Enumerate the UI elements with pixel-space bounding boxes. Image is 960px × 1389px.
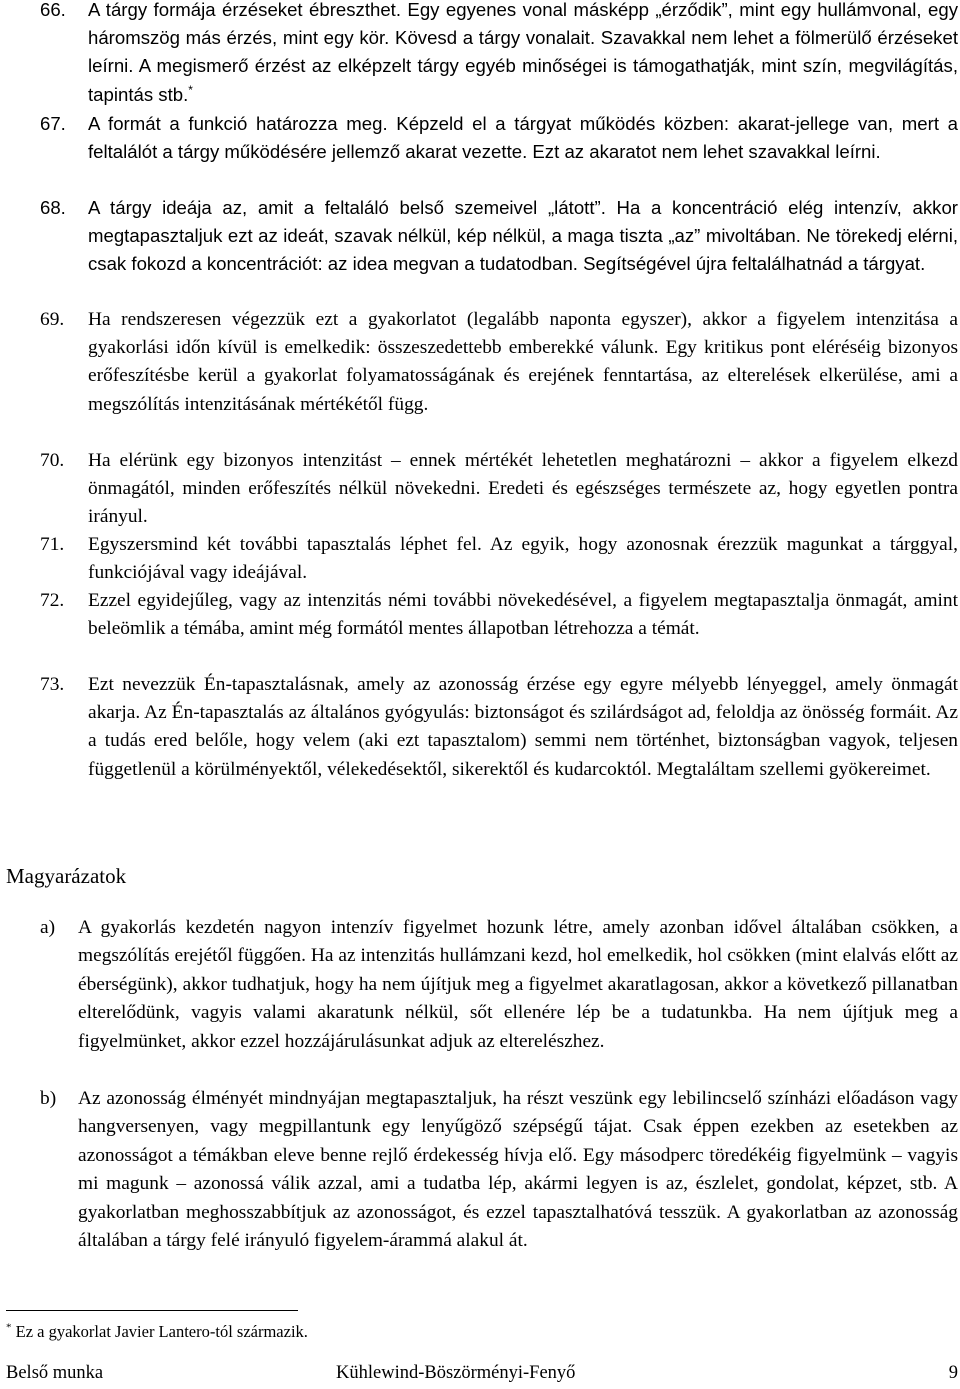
paragraph-number: 71. — [40, 534, 65, 555]
paragraph-text: Ezzel egyidejűleg, vagy az intenzitás némi további növekedésével, a figyelem megtapasztalja önmagát, amint beleömlik a témába, amint még formától mentes állapotban létrehozza a témát. — [88, 590, 958, 640]
paragraph-text: A tárgy ideája az, amit a feltaláló belső szemeivel „látott”. Ha a koncentráció elég intenzív, akkor megtapasztaljuk ezt az ideát, szavak nélkül, kép nélkül, a maga tiszta „az” mivoltában. Ne törekedj elérni, csak fokozd a koncentrációt: az idea megvan a tudatodban. Segítségével újra feltalálhatnád a tárgyat. — [88, 197, 958, 275]
paragraph-text: Ezt nevezzük Én-tapasztalásnak, amely az azonosság érzése egy egyre mélyebb lényeggel, amely önmagát akarja. Az Én-tapasztalás az általános gyógyulás: biztonságot és szilárdságot ad, feloldja az önösség formáit. Az a tudás ered belőle, hogy velem (aki ezt tapasztalom) semmi nem történhet, biztonságban vagyok, teljesen függetlenül a körülményektől, vélekedésektől, sikerektől és kudarcoktól. Megtaláltam szellemi gyökereimet. — [88, 674, 958, 780]
paragraph-number: 72. — [40, 590, 65, 611]
paragraph-number: 67. — [40, 113, 66, 134]
explanation-label: a) — [40, 917, 56, 938]
paragraph-number: 70. — [40, 450, 65, 471]
paragraph-text: Egyszersmind két további tapasztalás léphet fel. Az egyik, hogy azonosnak érezzük magunkat a tárggyal, funkciójával vagy ideájával. — [88, 534, 958, 584]
footnote-marker: * — [6, 1321, 12, 1334]
page-footer — [6, 1360, 958, 1386]
paragraph-number: 73. — [40, 674, 65, 695]
paragraph-number: 69. — [40, 309, 65, 330]
footer-book-title: Belső munka — [6, 1363, 104, 1383]
footer-authors: Kühlewind-Böszörményi-Fenyő — [336, 1363, 576, 1383]
paragraph-text: Ha rendszeresen végezzük ezt a gyakorlatot (legalább naponta egyszer), akkor a figyelem intenzitása a gyakorlási időn kívül is emelkedik: összeszedettebb emberekké válunk. Egy kritikus pont eléréséig bizonyos erőfeszítésbe kerül a gyakorlat folyamatosságának és erejének fenntartása, az elterelések elkerülése, ami a megszólítás intenzitásának mértékétől függ. — [88, 309, 958, 415]
section-title: Magyarázatok — [6, 864, 127, 888]
paragraph-text: A tárgy formája érzéseket ébreszthet. Egy egyenes vonal másképp „érződik”, mint egy hullámvonal, egy háromszög más érzés, mint egy kör. Kövesd a tárgy vonalait. Szavakkal nem lehet a fölmerülő érzéseket leírni. A megismerő érzést az elképzelt tárgy egyéb minőségei is támogathatják, mint szín, megvilágítás, tapintás stb.* — [88, 0, 958, 105]
explanation-label: b) — [40, 1088, 57, 1109]
paragraph-text: A formát a funkció határozza meg. Képzeld el a tárgyat működés közben: akarat-jellege van, mert a feltalálót a tárgy működésére jellemző akarat vezette. Ezt az akaratot nem lehet szavakkal leírni. — [88, 113, 958, 163]
paragraph-number: 66. — [40, 0, 66, 20]
footnote-text: Ez a gyakorlat Javier Lantero-tól származik. — [15, 1322, 308, 1341]
footnote-divider — [6, 1310, 298, 1311]
page-number: 9 — [948, 1363, 958, 1383]
paragraph-number: 68. — [40, 197, 66, 218]
paragraph-text: Ha elérünk egy bizonyos intenzitást – ennek mértékét lehetetlen meghatározni – akkor a figyelem elkezd önmagától, minden erőfeszítés nélkül növekedni. Eredeti és egészséges természete az, hogy egyetlen pontra irányul. — [88, 450, 958, 528]
explanation-text: Az azonosság élményét mindnyájan megtapasztaljuk, ha részt veszünk egy lebilincselő színházi előadáson vagy hangversenyen, vagy megpillantunk egy lenyűgöző szépségű tájat. Csak éppen ezekben az esetekben az azonosságot a témákban eleve benne rejlő érdekesség hívja elő. Egy másodperc töredékéig figyelmünk – vagyis mi magunk – azonossá válik azzal, ami a tudatba lép, akármi legyen is az, észlelet, gondolat, képzet, stb. A gyakorlatban meghosszabbítjuk az azonosságot, és ezzel tapasztalhatóvá tesszük. A gyakorlatban az azonosság általában a tárgy felé irányuló figyelem-árammá alakul át. — [78, 1088, 958, 1252]
footnote — [6, 1320, 308, 1344]
footnote-marker: * — [188, 82, 193, 97]
explanation-text: A gyakorlás kezdetén nagyon intenzív figyelmet hozunk létre, amely azonban idővel általában csökken, a megszólítás erejétől függően. Ha az intenzitás hullámzani kezd, hol emelkedik, hol csökken (mint elalvás előtt az éberségünk), akkor tudhatjuk, hogy ha nem újítjuk meg a figyelmet akaratlagosan, akkor a következő pillanatban elterelődünk, vagyis valami akaratunk nélkül, sőt ellenére lép be a tudatunkba. Ha nem újítjuk meg a figyelmünket, akkor ezzel hozzájárulásunkat adjuk az elterelészhez. — [78, 917, 958, 1052]
